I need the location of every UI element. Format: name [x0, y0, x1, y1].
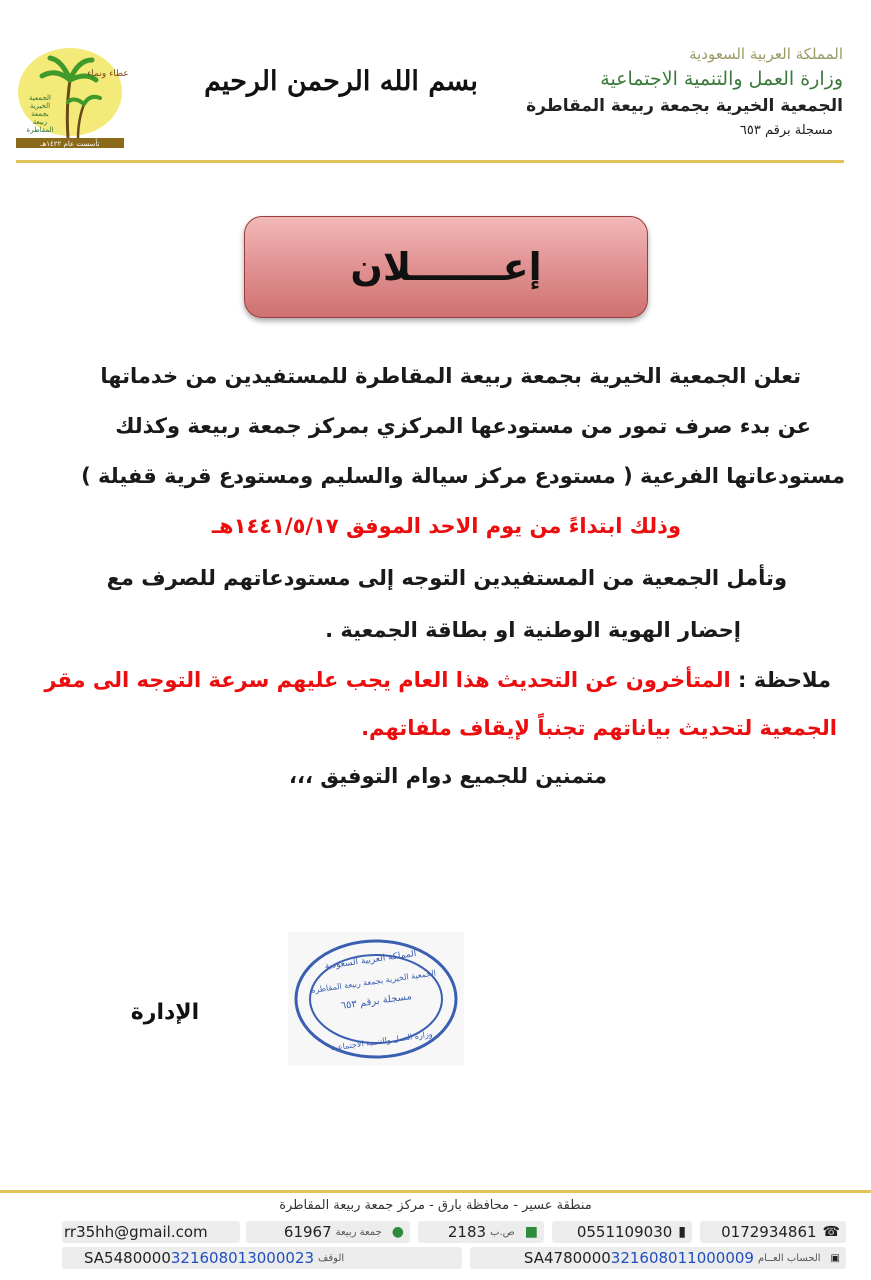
logo-band-text: تأسست عام ١٤٢٢هـ	[40, 140, 100, 148]
waqf-iban	[84, 1249, 314, 1267]
official-stamp	[288, 932, 464, 1066]
logo-line: الخيرية	[29, 102, 51, 110]
registration-text: مسجلة برقم ٦٥٣	[739, 123, 833, 138]
waqf-label: الوقف	[318, 1252, 345, 1264]
body-line-2: عن بدء صرف تمور من مستودعها المركزي بمركز جمعة ربيعة وكذلك	[115, 414, 811, 438]
phone-icon: ☎	[822, 1224, 840, 1240]
mobile-number: 0551109030	[576, 1223, 673, 1241]
logo-script: عطاء ونماء	[87, 69, 129, 79]
footer-mobile	[552, 1221, 692, 1243]
logo-line: المقاطرة	[26, 126, 54, 134]
basmala: بسم الله الرحمن الرحيم	[204, 66, 478, 97]
body-line-date: وذلك ابتداءً من يوم الاحد الموفق ١٤٤١/٥/١٧هـ	[211, 514, 681, 538]
mobile-icon: ▮	[678, 1224, 686, 1240]
logo-line: بجمعة	[31, 110, 49, 118]
association-name: الجمعية الخيرية بجمعة ربيعة المقاطرة	[526, 96, 843, 116]
footer-waqf-account	[62, 1247, 462, 1269]
footer-rule	[0, 1190, 871, 1193]
signature-label: الإدارة	[130, 1000, 200, 1025]
iban-prefix: SA4780000	[523, 1249, 611, 1267]
location-icon: ●	[391, 1224, 404, 1240]
header-rule	[16, 160, 844, 163]
body-line-1: تعلن الجمعية الخيرية بجمعة ربيعة المقاطرة للمستفيدين من خدماتها	[100, 364, 801, 388]
zip-label: جمعة ربيعة	[335, 1226, 382, 1238]
footer-zip	[246, 1221, 410, 1243]
association-logo	[16, 46, 129, 150]
body-line-3: مستودعاتها الفرعية ( مستودع مركز سيالة والسليم ومستودع قرية قفيلة )	[81, 464, 845, 488]
logo-line: الجمعية	[29, 94, 51, 102]
footer-pobox	[418, 1221, 544, 1243]
note-line-2: الجمعية لتحديث بياناتهم تجنباً لإيقاف ملفاتهم.	[361, 716, 837, 740]
body-line-5: وتأمل الجمعية من المستفيدين التوجه إلى مستودعاتهم للصرف مع	[106, 566, 787, 590]
stamp-line: مسجلة برقم ٦٥٣	[340, 991, 413, 1012]
footer-general-account	[470, 1247, 846, 1269]
footer-phone	[700, 1221, 846, 1243]
letterhead-right	[503, 44, 843, 140]
note-label: ملاحظة :	[738, 668, 831, 692]
announcement-title-box	[244, 216, 648, 318]
mailbox-icon: ■	[524, 1224, 538, 1240]
body-line-6: إحضار الهوية الوطنية او بطاقة الجمعية .	[325, 618, 741, 642]
pobox-number: 2183	[447, 1223, 487, 1241]
phone-number: 0172934861	[721, 1223, 817, 1241]
pobox-label: ص.ب	[490, 1226, 515, 1238]
footer-email	[62, 1221, 240, 1243]
footer-address: منطقة عسير - محافظة بارق - مركز جمعة ربيعة المقاطرة	[279, 1198, 592, 1213]
general-account-label: الحساب العــام	[757, 1252, 821, 1264]
note-text-1: المتأخرون عن التحديث هذا العام يجب عليهم سرعة التوجه الى مقر	[44, 668, 731, 692]
ministry-text: وزارة العمل والتنمية الاجتماعية	[600, 68, 843, 90]
logo-line: ربيعة	[32, 118, 48, 126]
stamp-line: المملكة العربية السعودية	[324, 949, 417, 972]
iban-prefix: SA5480000	[84, 1249, 171, 1267]
kingdom-text: المملكة العربية السعودية	[689, 45, 843, 63]
email-address: rr35hh@gmail.com	[64, 1223, 208, 1241]
stamp-line: الجمعية الخيرية بجمعة ربيعة المقاطرة	[310, 968, 437, 995]
iban-rest: 321608011000009	[610, 1249, 754, 1267]
zip-number: 61967	[283, 1223, 332, 1241]
bank-icon: ▣	[830, 1252, 840, 1264]
closing-line: متمنين للجميع دوام التوفيق ،،،	[289, 764, 607, 788]
iban-rest: 321608013000023	[170, 1249, 315, 1267]
note-line-1	[44, 668, 831, 692]
general-account-iban	[524, 1249, 754, 1267]
announcement-title: إعـــــــلان	[350, 245, 542, 289]
stamp-line: وزارة العمل والتنمية الاجتماعية	[330, 1029, 434, 1053]
